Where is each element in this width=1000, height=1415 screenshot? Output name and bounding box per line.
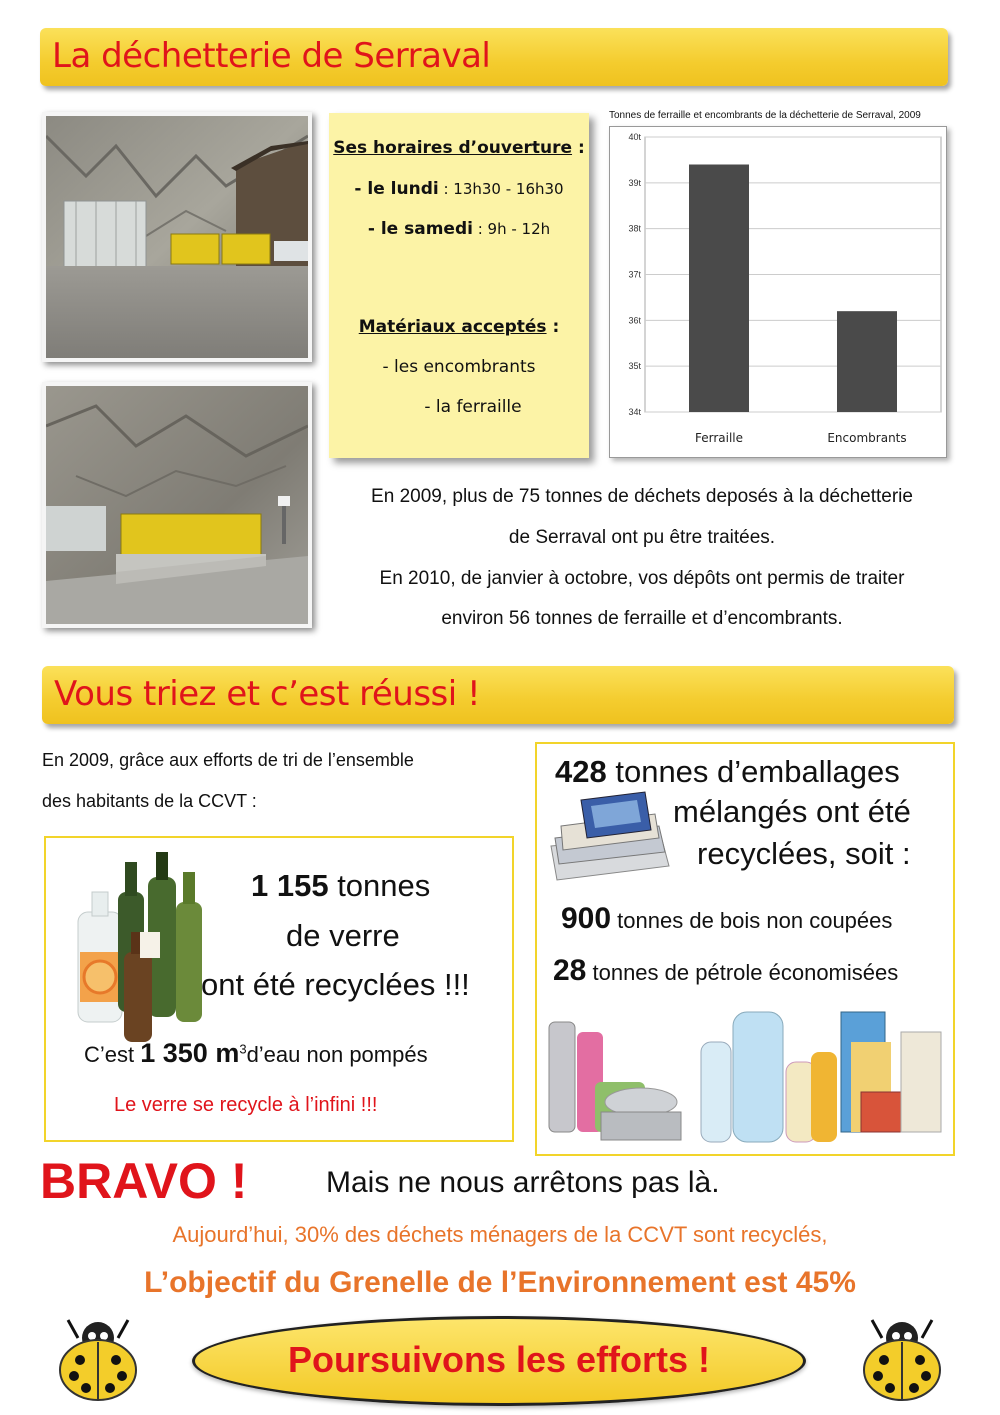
today-stat: Aujourd’hui, 30% des déchets ménagers de la CCVT sont recyclés,	[172, 1222, 828, 1247]
wood-amount: 900	[561, 902, 612, 935]
water-amount: 1 350 m	[140, 1038, 240, 1068]
y-tick-label: 36t	[628, 315, 641, 326]
hours-note	[329, 113, 589, 458]
packaging-illustration	[541, 992, 951, 1152]
glass-line-1	[251, 868, 430, 904]
ladybug-left-icon	[48, 1310, 148, 1405]
summary-line-4: environ 56 tonnes de ferraille et d’encombrants.	[441, 608, 843, 629]
bar-chart	[610, 127, 946, 457]
saturday-time: : 9h - 12h	[472, 220, 551, 238]
cta-ellipse	[192, 1316, 806, 1406]
glass-line-3: ont été recyclées !!!	[201, 967, 470, 1002]
section-title-tri: Vous triez et c’est réussi !	[54, 674, 481, 714]
bar-ferraille	[689, 165, 749, 413]
water-exponent: 3	[239, 1041, 247, 1057]
saturday-label: - le samedi	[367, 219, 473, 239]
material-ferraille: - la ferraille	[424, 397, 522, 417]
summary-line-2: de Serraval ont pu être traitées.	[508, 527, 776, 548]
y-tick-label: 40t	[628, 132, 641, 142]
glass-unit: tonnes	[328, 868, 431, 903]
x-tick-label: Encombrants	[827, 431, 907, 445]
y-tick-label: 39t	[628, 177, 641, 188]
glass-infinite: Le verre se recycle à l’infini !!!	[114, 1094, 378, 1116]
y-tick-label: 38t	[628, 223, 641, 234]
packaging-box	[535, 742, 955, 1156]
oil-amount: 28	[553, 954, 587, 987]
glass-line-2: de verre	[286, 918, 400, 953]
hours-heading-line	[329, 138, 589, 158]
materials-heading-line	[329, 317, 589, 337]
photo-dechetterie-1	[42, 112, 312, 362]
bottles-illustration	[58, 852, 208, 1052]
water-prefix: C’est	[84, 1042, 141, 1067]
section-banner-dechetterie	[40, 28, 948, 86]
y-tick-label: 34t	[628, 407, 641, 417]
summary-line-1: En 2009, plus de 75 tonnes de déchets deposés à la déchetterie	[371, 486, 913, 507]
chart-title: Tonnes de ferraille et encombrants de la déchetterie de Serraval, 2009	[609, 110, 921, 121]
hours-saturday	[329, 219, 589, 239]
packaging-amount: 428	[555, 754, 607, 789]
packaging-line-1	[555, 754, 900, 790]
intro-line-2: des habitants de la CCVT :	[42, 791, 257, 811]
photo-dechetterie-2	[42, 382, 312, 628]
wood-text: tonnes de bois non coupées	[611, 908, 893, 933]
section-title-dechetterie: La déchetterie de Serraval	[52, 36, 491, 76]
materials-heading: Matériaux acceptés	[358, 317, 547, 337]
y-tick-label: 35t	[628, 361, 641, 372]
material-encombrants: - les encombrants	[382, 357, 536, 377]
glass-box	[44, 836, 514, 1142]
section-banner-tri	[42, 666, 954, 724]
packaging-line-2: mélangés ont été	[673, 794, 911, 829]
magazines-illustration	[541, 786, 675, 886]
materials-heading-suffix: :	[546, 317, 560, 337]
water-line	[84, 1038, 428, 1069]
cta-text: Poursuivons les efforts !	[287, 1339, 711, 1380]
ladybug-right-icon	[852, 1310, 952, 1405]
glass-amount: 1 155	[251, 868, 329, 903]
water-suffix: d’eau non pompés	[246, 1042, 428, 1067]
summary-line-3: En 2010, de janvier à octobre, vos dépôts ont permis de traiter	[379, 568, 905, 589]
hours-monday	[329, 179, 589, 199]
intro-line-1: En 2009, grâce aux efforts de tri de l’ensemble	[42, 750, 414, 770]
monday-label: - le lundi	[354, 179, 439, 199]
monday-time: : 13h30 - 16h30	[438, 180, 564, 198]
packaging-line-3: recyclées, soit :	[697, 836, 911, 871]
bravo-subtext: Mais ne nous arrêtons pas là.	[326, 1166, 720, 1199]
bravo-heading: BRAVO !	[40, 1153, 248, 1209]
x-tick-label: Ferraille	[694, 431, 744, 445]
hours-heading-suffix: :	[572, 138, 585, 158]
wood-line	[561, 902, 892, 936]
oil-text: tonnes de pétrole économisées	[586, 960, 899, 985]
y-tick-label: 37t	[628, 269, 641, 280]
objective-stat: L’objectif du Grenelle de l’Environnement est 45%	[144, 1266, 856, 1299]
bar-encombrants	[837, 311, 897, 412]
chart-frame	[609, 126, 947, 458]
packaging-line-1-rest: tonnes d’emballages	[606, 754, 900, 789]
oil-line	[553, 954, 898, 988]
hours-heading: Ses horaires d’ouverture	[333, 138, 573, 158]
